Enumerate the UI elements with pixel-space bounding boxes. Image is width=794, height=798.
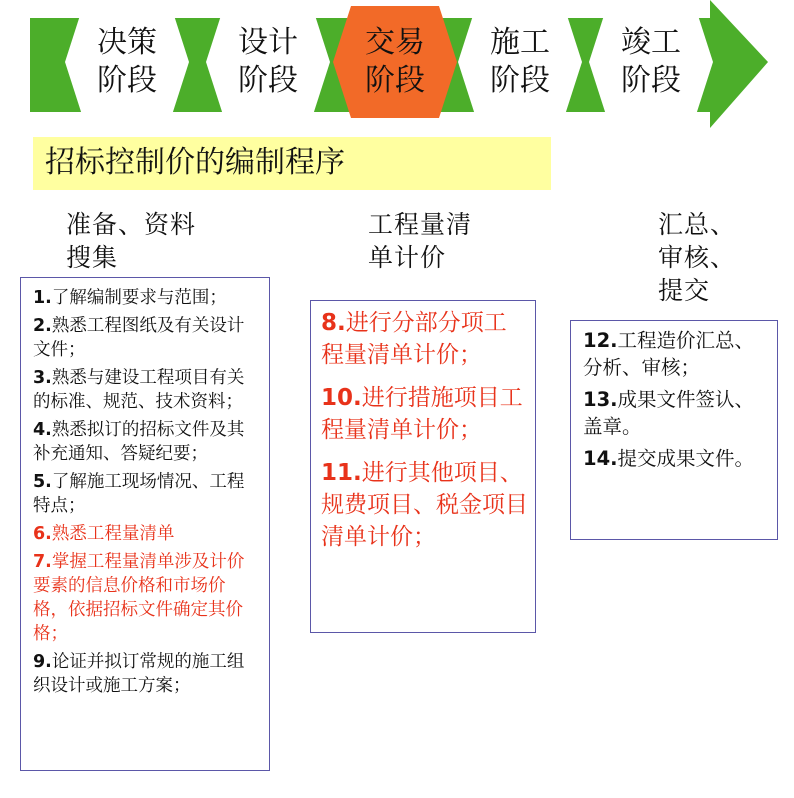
summary-steps-box xyxy=(570,320,778,540)
stage-label-line: 阶段 xyxy=(621,63,681,98)
step-number: 10. xyxy=(321,385,362,411)
title-banner xyxy=(33,137,551,190)
step-item xyxy=(33,650,259,698)
stage-label-line: 竣工 xyxy=(621,25,681,60)
prep-steps-box xyxy=(20,277,270,771)
step-number: 6. xyxy=(33,524,52,544)
step-text: 成果文件签认、盖章。 xyxy=(583,388,755,438)
step-item xyxy=(33,366,259,414)
step-number: 13. xyxy=(583,388,618,411)
step-number: 9. xyxy=(33,652,52,672)
column-heading-summary xyxy=(658,208,736,307)
step-item xyxy=(33,550,259,646)
stage-label-line: 施工 xyxy=(490,25,550,60)
step-text: 了解编制要求与范围； xyxy=(51,288,227,308)
step-number: 1. xyxy=(33,288,52,308)
step-item xyxy=(321,382,529,446)
step-text: 了解施工现场情况、工程特点； xyxy=(33,472,245,516)
step-number: 4. xyxy=(33,420,52,440)
step-text: 进行措施项目工程量清单计价； xyxy=(321,385,523,443)
stage-label-line: 阶段 xyxy=(365,63,425,98)
step-item xyxy=(583,386,773,440)
stage-label xyxy=(67,24,187,100)
step-text: 论证并拟订常规的施工组织设计或施工方案； xyxy=(33,652,245,696)
step-number: 11. xyxy=(321,460,362,486)
heading-line: 搜集 xyxy=(66,243,119,272)
stage-label-line: 阶段 xyxy=(238,63,298,98)
step-text: 进行分部分项工程量清单计价； xyxy=(321,310,507,368)
step-item xyxy=(321,457,529,553)
step-item xyxy=(583,327,773,381)
step-number: 5. xyxy=(33,472,52,492)
column-heading-pricing xyxy=(368,208,472,274)
step-number: 14. xyxy=(583,447,618,470)
step-item xyxy=(33,314,259,362)
step-text: 工程造价汇总、分析、审核； xyxy=(583,329,755,379)
step-item xyxy=(33,470,259,518)
pricing-steps-box xyxy=(310,300,536,633)
step-item xyxy=(583,445,773,472)
heading-line: 汇总、 xyxy=(658,210,737,239)
step-text: 掌握工程量清单涉及计价要素的信息价格和市场价格，依据招标文件确定其价格； xyxy=(33,552,245,644)
step-number: 12. xyxy=(583,329,618,352)
stage-label xyxy=(208,24,328,100)
step-item xyxy=(33,418,259,466)
heading-line: 工程量清 xyxy=(368,210,473,239)
stage-label-line: 设计 xyxy=(238,25,298,60)
stage-label-line: 决策 xyxy=(97,25,157,60)
step-item xyxy=(33,522,259,546)
step-text: 熟悉工程图纸及有关设计文件； xyxy=(33,316,245,360)
heading-line: 提交 xyxy=(658,276,711,305)
step-number: 3. xyxy=(33,368,52,388)
step-number: 7. xyxy=(33,552,52,572)
diagram-title: 招标控制价的编制程序 xyxy=(45,145,345,180)
step-text: 熟悉拟订的招标文件及其补充通知、答疑纪要； xyxy=(33,420,245,464)
heading-line: 准备、资料 xyxy=(66,210,197,239)
step-text: 熟悉工程量清单 xyxy=(51,524,175,544)
stage-label-line: 交易 xyxy=(365,25,425,60)
stage-label xyxy=(460,24,580,100)
step-text: 熟悉与建设工程项目有关的标准、规范、技术资料； xyxy=(33,368,245,412)
stage-label xyxy=(591,24,711,100)
stage-label xyxy=(335,24,455,100)
stage-label-line: 阶段 xyxy=(97,63,157,98)
step-text: 提交成果文件。 xyxy=(617,447,755,470)
step-number: 8. xyxy=(321,310,346,336)
step-text: 进行其他项目、规费项目、税金项目清单计价； xyxy=(321,460,528,550)
heading-line: 单计价 xyxy=(368,243,447,272)
step-item xyxy=(33,286,259,310)
heading-line: 审核、 xyxy=(658,243,737,272)
step-item xyxy=(321,307,529,371)
column-heading-prep xyxy=(66,208,196,274)
step-number: 2. xyxy=(33,316,52,336)
stage-label-line: 阶段 xyxy=(490,63,550,98)
